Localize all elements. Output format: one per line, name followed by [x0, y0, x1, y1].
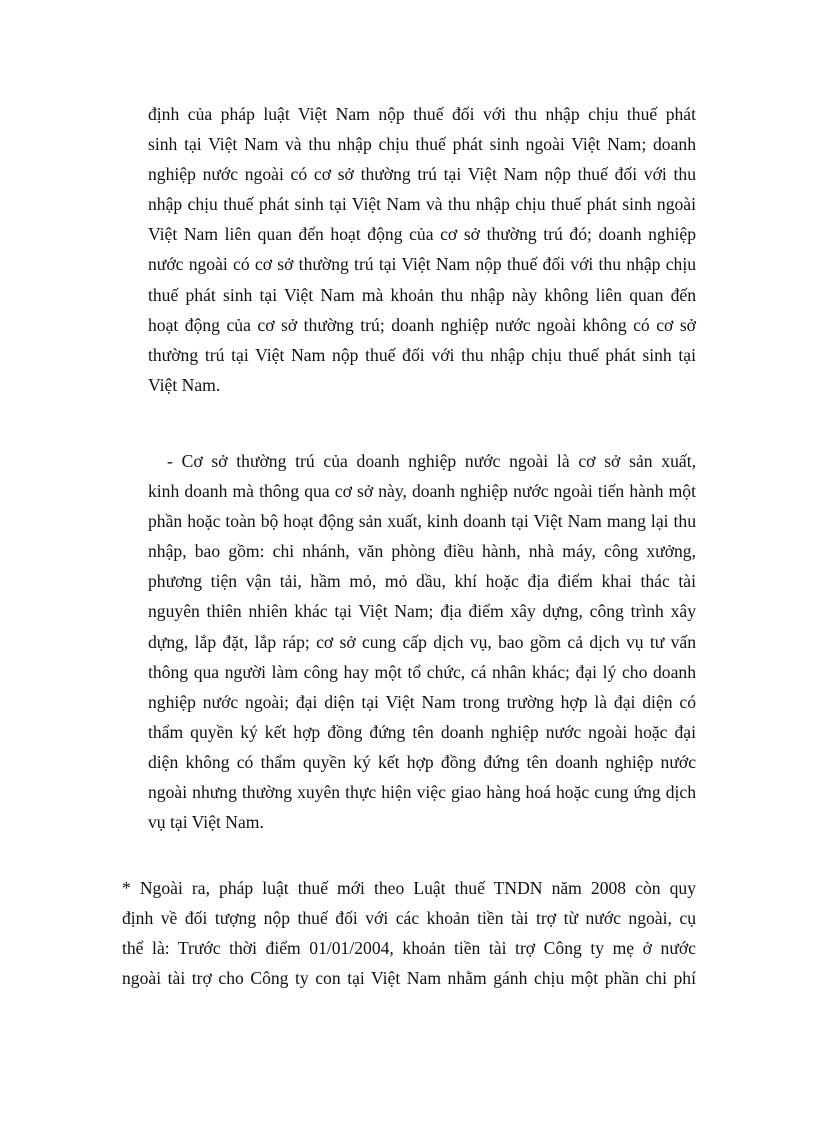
text-line: nghiệp nước ngoài; đại diện tại Việt Nam trong trường hợp là đại diện có — [148, 691, 696, 712]
text-line: phương tiện vận tải, hầm mỏ, mỏ dầu, khí hoặc địa điểm khai thác tài — [148, 571, 696, 592]
text-line: dựng, lắp đặt, lắp ráp; cơ sở cung cấp dịch vụ, bao gồm cả dịch vụ tư vấn — [148, 631, 696, 652]
text-line: định của pháp luật Việt Nam nộp thuế đối với thu nhập chịu thuế phát — [148, 104, 696, 124]
text-line: diện không có thẩm quyền ký kết hợp đồng đứng tên doanh nghiệp nước — [148, 751, 696, 772]
text-line: thường trú tại Việt Nam nộp thuế đối với thu nhập chịu thuế phát sinh tại — [148, 344, 696, 365]
text-line: nghiệp nước ngoài có cơ sở thường trú tại Việt Nam nộp thuế đối với thu — [148, 164, 696, 185]
text-line: Việt Nam liên quan đến hoạt động của cơ sở thường trú đó; doanh nghiệp — [148, 224, 696, 245]
text-line: * Ngoài ra, pháp luật thuế mới theo Luật thuế TNDN năm 2008 còn quy — [122, 878, 696, 898]
text-line: nhập, bao gồm: chi nhánh, văn phòng điều hành, nhà máy, công xưởng, — [148, 541, 696, 562]
text-line: ngoài nhưng thường xuyên thực hiện việc giao hàng hoá hoặc cung ứng dịch — [148, 782, 696, 803]
text-line: hoạt động của cơ sở thường trú; doanh nghiệp nước ngoài không có cơ sở — [148, 314, 696, 335]
text-line: thông qua người làm công hay một tổ chức, cá nhân khác; đại lý cho doanh — [148, 661, 696, 682]
text-line: Việt Nam. — [148, 374, 221, 395]
text-line: thuế phát sinh tại Việt Nam mà khoản thu nhập này không liên quan đến — [148, 284, 696, 305]
text-line: thẩm quyền ký kết hợp đồng đứng tên doanh nghiệp nước ngoài hoặc đại — [148, 721, 696, 742]
paragraph-permanent-establishment — [148, 446, 696, 837]
text-line: định về đối tượng nộp thuế đối với các khoản tiền tài trợ từ nước ngoài, cụ — [122, 908, 696, 929]
text-line: kinh doanh mà thông qua cơ sở này, doanh nghiệp nước ngoài tiến hành một — [148, 481, 696, 502]
paragraph-taxpayers — [148, 99, 696, 400]
text-line: nguyên thiên nhiên khác tại Việt Nam; địa điểm xây dựng, công trình xây — [148, 601, 696, 622]
text-line: ngoài tài trợ cho Công ty con tại Việt Nam nhằm gánh chịu một phần chi phí — [122, 968, 696, 989]
text-line: nhập chịu thuế phát sinh tại Việt Nam và thu nhập chịu thuế phát sinh ngoài — [148, 194, 696, 215]
text-line: - Cơ sở thường trú của doanh nghiệp nước ngoài là cơ sở sản xuất, — [167, 451, 696, 471]
text-line: phần hoặc toàn bộ hoạt động sản xuất, kinh doanh tại Việt Nam mang lại thu — [148, 511, 696, 532]
text-line: nước ngoài có cơ sở thường trú tại Việt Nam nộp thuế đối với thu nhập chịu — [148, 254, 696, 275]
text-line: thể là: Trước thời điểm 01/01/2004, khoản tiền tài trợ Công ty mẹ ở nước — [122, 938, 696, 959]
paragraph-foreign-sponsorship — [122, 873, 696, 993]
text-line: vụ tại Việt Nam. — [148, 812, 264, 833]
text-line: sinh tại Việt Nam và thu nhập chịu thuế phát sinh ngoài Việt Nam; doanh — [148, 134, 696, 155]
